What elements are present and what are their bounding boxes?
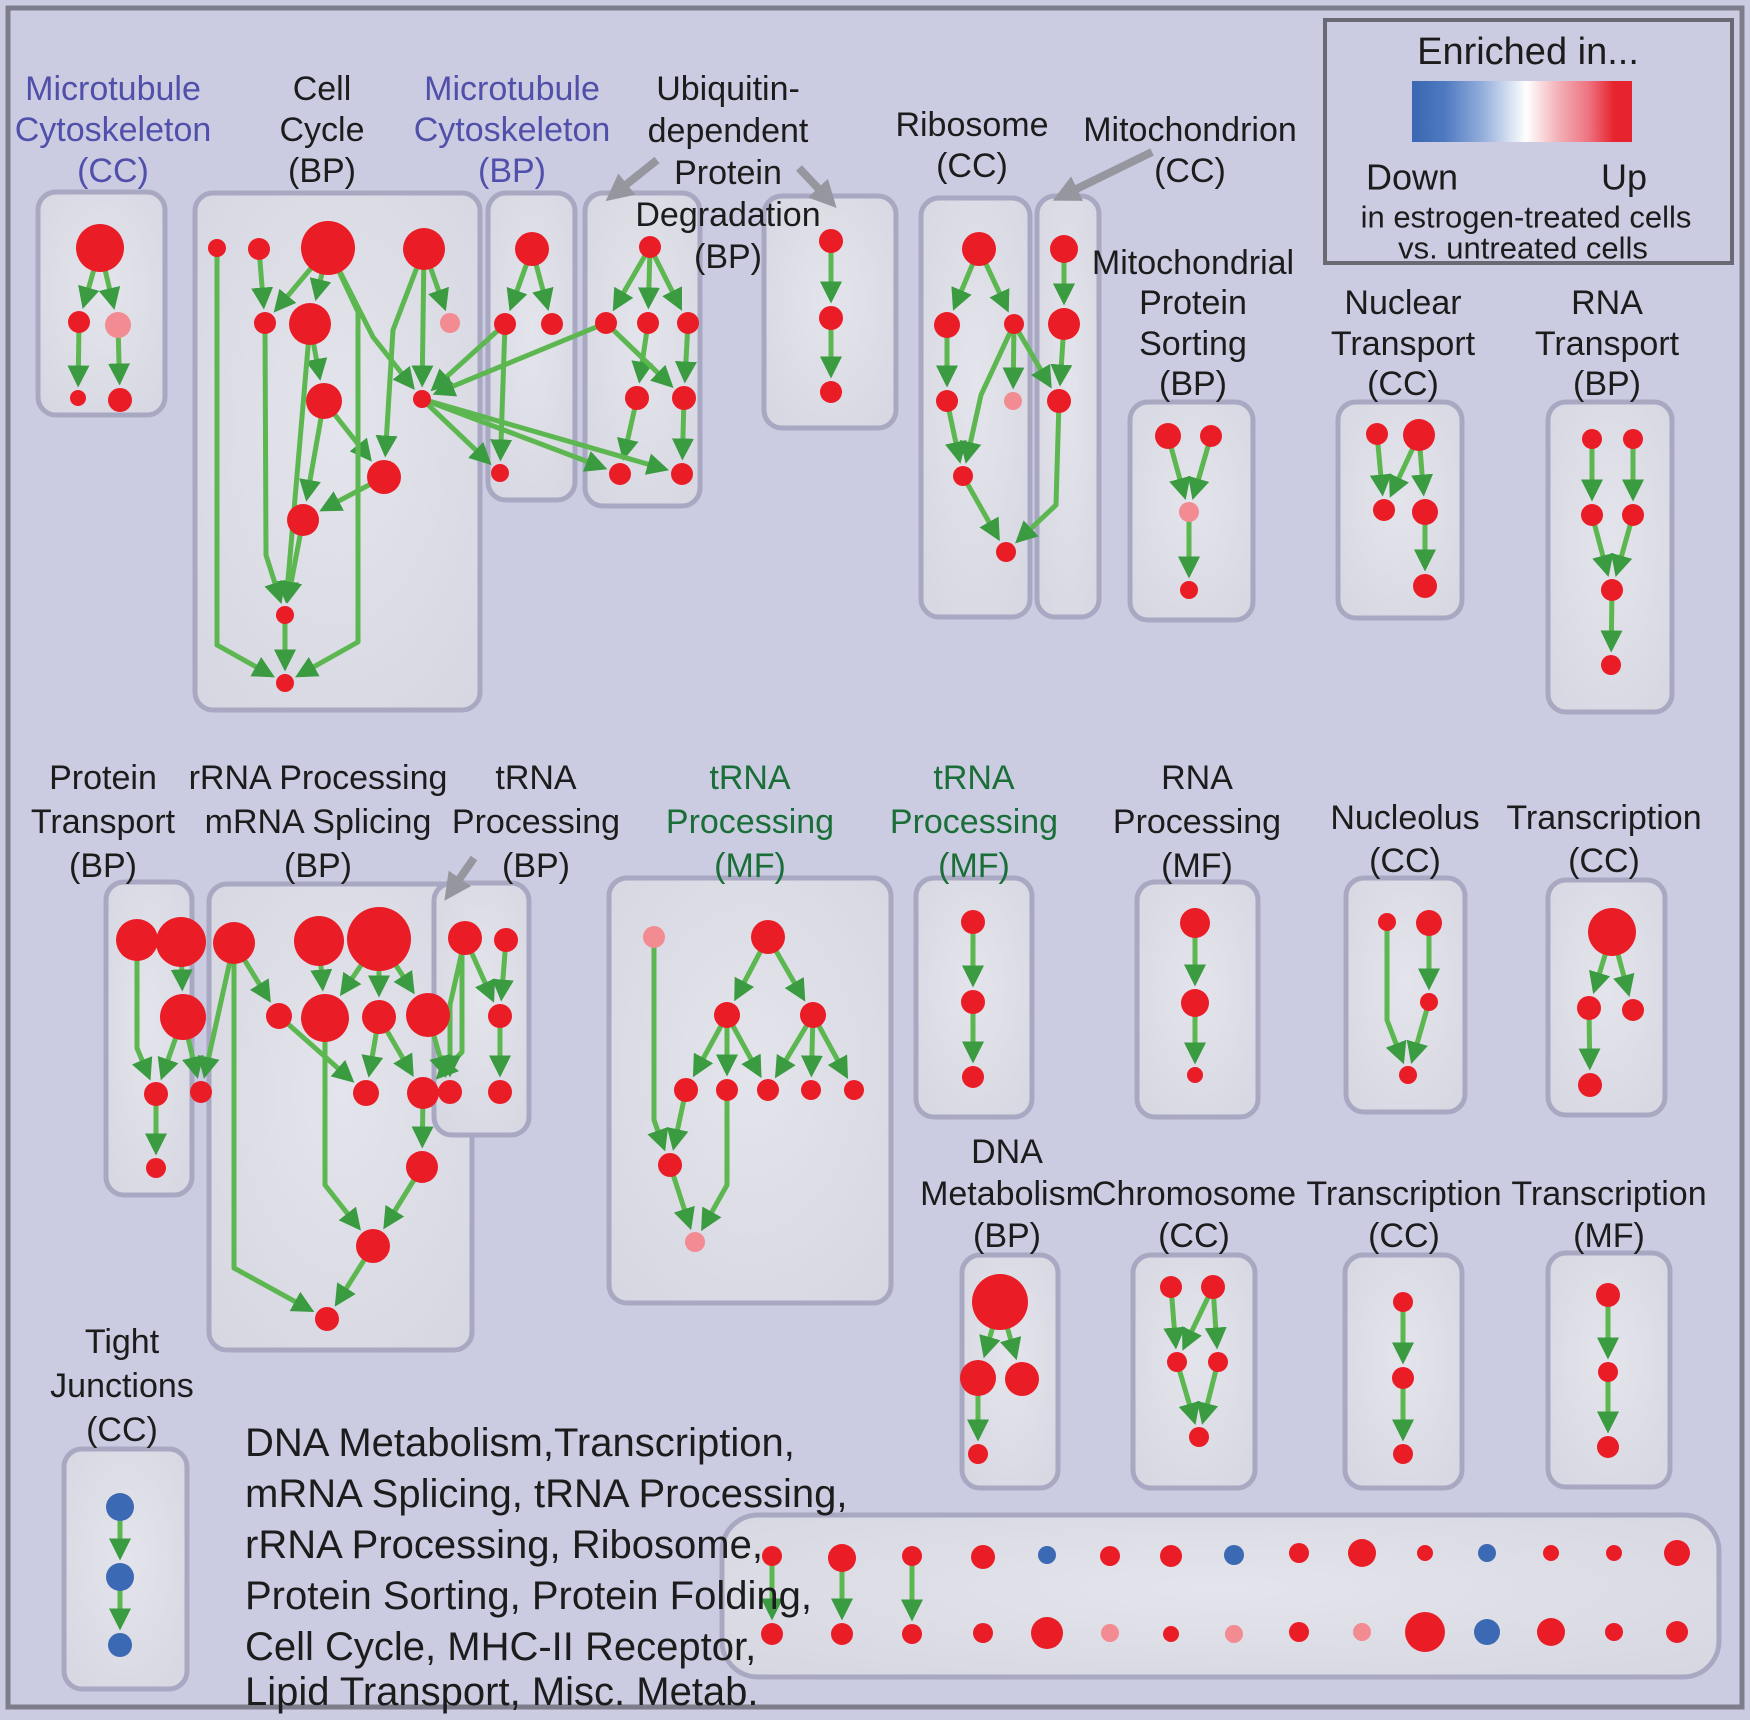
legend-title: Enriched in... bbox=[1417, 31, 1639, 73]
cluster-label-transcription-mf: (MF) bbox=[1573, 1217, 1645, 1255]
cluster-label-trna-processing-bp: Processing bbox=[451, 803, 621, 841]
cluster-label-mitochondrion-cc: Mitochondrion bbox=[1083, 111, 1297, 149]
go-term-node-red bbox=[1623, 429, 1643, 449]
go-term-node-red bbox=[625, 386, 649, 410]
cluster-label-trna-processing-mf-1: tRNA bbox=[709, 759, 791, 797]
go-term-node-red bbox=[494, 928, 518, 952]
go-term-node-red bbox=[761, 1623, 783, 1645]
go-term-node-red bbox=[1167, 1352, 1187, 1372]
cluster-label-microtubule-cytoskeleton-cc: Cytoskeleton bbox=[14, 111, 212, 149]
cluster-label-mitochondrial-protein-sorting-bp: Mitochondrial bbox=[1091, 244, 1295, 282]
go-term-node-red bbox=[403, 228, 445, 270]
go-term-node-red bbox=[1413, 574, 1437, 598]
go-term-node-red bbox=[671, 463, 693, 485]
go-term-node-red bbox=[1622, 999, 1644, 1021]
cluster-box-nuclear-transport-cc bbox=[1338, 402, 1462, 618]
cluster-label-tight-junctions-cc: (CC) bbox=[86, 1411, 158, 1449]
go-term-node-pink bbox=[1101, 1624, 1119, 1642]
cluster-label-tight-junctions-cc: Junctions bbox=[50, 1367, 194, 1405]
cluster-label-trna-processing-mf-2: Processing bbox=[889, 803, 1059, 841]
cluster-label-ribosome-cc: Ribosome bbox=[895, 106, 1049, 144]
go-term-node-pink bbox=[105, 312, 131, 338]
go-term-node-pink bbox=[1225, 1625, 1243, 1643]
go-term-node-red bbox=[962, 232, 996, 266]
go-term-node-red bbox=[1160, 1545, 1182, 1567]
cluster-label-trna-processing-mf-2: (MF) bbox=[938, 847, 1010, 885]
cluster-label-trna-processing-mf-1: (MF) bbox=[714, 847, 786, 885]
go-term-node-red bbox=[144, 1082, 168, 1106]
go-term-node-red bbox=[751, 920, 785, 954]
cluster-label-trna-processing-mf-2: tRNA bbox=[933, 759, 1015, 797]
go-term-node-red bbox=[1050, 235, 1078, 263]
go-term-node-red bbox=[674, 1078, 698, 1102]
misc-categories-text: mRNA Splicing, tRNA Processing, bbox=[245, 1472, 848, 1516]
cluster-label-protein-transport-bp: Transport bbox=[30, 803, 176, 841]
go-term-node-red bbox=[294, 916, 344, 966]
go-term-node-red bbox=[1596, 1283, 1620, 1307]
go-term-node-red bbox=[1289, 1543, 1309, 1563]
go-term-node-red bbox=[254, 312, 276, 334]
cluster-label-ubiquitin-dependent-protein-degradation-bp: Degradation bbox=[635, 196, 821, 234]
go-term-node-red bbox=[1189, 1427, 1209, 1447]
go-term-node-red bbox=[1601, 579, 1623, 601]
legend-gradient-bar bbox=[1412, 81, 1632, 142]
go-term-node-blue bbox=[106, 1493, 134, 1521]
go-term-node-red bbox=[1100, 1546, 1120, 1566]
go-term-node-red bbox=[362, 1000, 396, 1034]
cluster-label-cell-cycle-bp: Cell bbox=[292, 70, 352, 108]
go-term-node-red bbox=[108, 388, 132, 412]
go-term-node-red bbox=[1373, 499, 1395, 521]
go-term-node-red bbox=[1605, 1623, 1623, 1641]
cluster-label-nuclear-transport-cc: Transport bbox=[1330, 325, 1476, 363]
go-term-node-red bbox=[1598, 1362, 1618, 1382]
go-term-node-blue bbox=[108, 1633, 132, 1657]
go-term-node-red bbox=[413, 390, 431, 408]
go-term-node-red bbox=[1588, 908, 1636, 956]
go-term-node-red bbox=[1187, 1067, 1203, 1083]
go-term-node-red bbox=[1420, 993, 1438, 1011]
cluster-label-chromosome-cc: (CC) bbox=[1158, 1217, 1230, 1255]
go-term-node-red bbox=[68, 311, 90, 333]
legend-subtitle-1: in estrogen-treated cells bbox=[1360, 199, 1692, 235]
go-term-node-blue bbox=[106, 1563, 134, 1591]
cluster-label-microtubule-cytoskeleton-bp: (BP) bbox=[478, 152, 546, 190]
go-term-node-red bbox=[213, 922, 255, 964]
go-term-node-red bbox=[973, 1623, 993, 1643]
go-term-node-pink bbox=[685, 1232, 705, 1252]
cluster-label-trna-processing-mf-1: Processing bbox=[665, 803, 835, 841]
cluster-label-dna-metabolism-bp: Metabolism bbox=[920, 1175, 1094, 1213]
cluster-label-microtubule-cytoskeleton-bp: Cytoskeleton bbox=[413, 111, 611, 149]
go-term-node-red bbox=[1004, 314, 1024, 334]
go-term-node-red bbox=[1180, 908, 1210, 938]
go-term-node-red bbox=[356, 1229, 390, 1263]
go-term-node-red bbox=[146, 1158, 166, 1178]
go-term-node-red bbox=[488, 1004, 512, 1028]
go-term-node-blue bbox=[1224, 1545, 1244, 1565]
go-term-node-red bbox=[801, 1080, 821, 1100]
go-term-node-red bbox=[1537, 1618, 1565, 1646]
go-term-node-red bbox=[287, 504, 319, 536]
go-term-node-red bbox=[1208, 1352, 1228, 1372]
legend-up-label: Up bbox=[1600, 156, 1648, 198]
go-term-node-red bbox=[800, 1002, 826, 1028]
cluster-label-microtubule-cytoskeleton-cc: (CC) bbox=[77, 152, 149, 190]
cluster-label-rna-transport-bp: (BP) bbox=[1573, 365, 1641, 403]
go-term-node-red bbox=[76, 224, 124, 272]
go-term-node-red bbox=[1366, 423, 1388, 445]
go-term-node-red bbox=[1200, 425, 1222, 447]
go-term-node-red bbox=[961, 910, 985, 934]
go-term-node-red bbox=[301, 221, 355, 275]
go-term-node-pink bbox=[643, 926, 665, 948]
go-term-node-red bbox=[367, 460, 401, 494]
go-term-node-red bbox=[306, 383, 342, 419]
misc-categories-text: Cell Cycle, MHC-II Receptor, bbox=[245, 1625, 757, 1669]
cluster-label-cell-cycle-bp: (BP) bbox=[288, 152, 356, 190]
go-term-node-red bbox=[1405, 1612, 1445, 1652]
cluster-label-transcription-cc-2: Transcription bbox=[1306, 1175, 1502, 1213]
go-term-node-red bbox=[639, 236, 661, 258]
cluster-label-trna-processing-bp: tRNA bbox=[495, 759, 577, 797]
cluster-label-rna-transport-bp: Transport bbox=[1534, 325, 1680, 363]
go-term-node-red bbox=[961, 990, 985, 1014]
cluster-label-transcription-cc-2: (CC) bbox=[1368, 1217, 1440, 1255]
go-term-node-red bbox=[716, 1079, 738, 1101]
go-term-node-red bbox=[301, 994, 349, 1042]
go-term-node-red bbox=[1378, 913, 1396, 931]
go-term-node-red bbox=[276, 606, 294, 624]
go-term-node-red bbox=[1005, 1362, 1039, 1396]
misc-categories-text: Protein Sorting, Protein Folding, bbox=[245, 1574, 812, 1618]
cluster-label-trna-processing-bp: (BP) bbox=[502, 847, 570, 885]
cluster-label-ubiquitin-dependent-protein-degradation-bp: Ubiquitin- bbox=[656, 70, 800, 108]
go-term-node-red bbox=[960, 1360, 996, 1396]
go-term-node-red bbox=[934, 312, 960, 338]
cluster-label-dna-metabolism-bp: (BP) bbox=[973, 1217, 1041, 1255]
go-term-node-red bbox=[637, 312, 659, 334]
go-term-node-red bbox=[407, 1077, 439, 1109]
go-term-node-pink bbox=[440, 313, 460, 333]
go-term-node-red bbox=[1047, 389, 1071, 413]
go-term-node-red bbox=[844, 1080, 864, 1100]
go-term-node-red bbox=[70, 390, 86, 406]
go-term-node-red bbox=[1412, 499, 1438, 525]
go-term-node-red bbox=[541, 313, 563, 335]
go-term-node-red bbox=[828, 1544, 856, 1572]
cluster-label-dna-metabolism-bp: DNA bbox=[971, 1133, 1043, 1171]
go-term-node-red bbox=[1403, 419, 1435, 451]
go-term-node-red bbox=[276, 674, 294, 692]
cluster-label-microtubule-cytoskeleton-cc: Microtubule bbox=[25, 70, 201, 108]
go-term-node-red bbox=[1181, 989, 1209, 1017]
cluster-label-transcription-cc: Transcription bbox=[1506, 799, 1702, 837]
go-term-node-red bbox=[448, 921, 482, 955]
misc-categories-text: DNA Metabolism,Transcription, bbox=[245, 1421, 795, 1465]
go-term-node-red bbox=[156, 917, 206, 967]
cluster-label-nuclear-transport-cc: (CC) bbox=[1367, 365, 1439, 403]
go-term-node-red bbox=[1622, 504, 1644, 526]
cluster-box-misc-bottom bbox=[722, 1515, 1719, 1677]
go-term-node-red bbox=[1399, 1066, 1417, 1084]
cluster-label-rrna-processing-mrna-splicing-bp: (BP) bbox=[284, 847, 352, 885]
misc-categories-text: Lipid Transport, Misc. Metab. bbox=[245, 1670, 759, 1714]
go-term-node-red bbox=[1393, 1292, 1413, 1312]
cluster-label-tight-junctions-cc: Tight bbox=[84, 1323, 160, 1361]
cluster-label-microtubule-cytoskeleton-bp: Microtubule bbox=[424, 70, 600, 108]
cluster-label-protein-transport-bp: Protein bbox=[49, 759, 157, 797]
go-term-node-red bbox=[438, 1080, 462, 1104]
cluster-label-rna-processing-mf: RNA bbox=[1161, 759, 1233, 797]
go-term-node-red bbox=[406, 1151, 438, 1183]
go-term-node-red bbox=[1348, 1539, 1376, 1567]
go-term-node-red bbox=[757, 1079, 779, 1101]
go-term-node-red bbox=[762, 1546, 782, 1566]
go-term-node-red bbox=[658, 1153, 682, 1177]
go-term-node-red bbox=[248, 238, 270, 260]
legend-subtitle-2: vs. untreated cells bbox=[1398, 230, 1648, 266]
cluster-label-rna-processing-mf: Processing bbox=[1112, 803, 1282, 841]
go-term-node-red bbox=[1160, 1276, 1182, 1298]
go-term-node-red bbox=[936, 390, 958, 412]
go-term-node-red bbox=[1666, 1621, 1688, 1643]
go-term-node-red bbox=[266, 1003, 292, 1029]
go-term-node-red bbox=[406, 993, 450, 1037]
cluster-label-rna-processing-mf: (MF) bbox=[1161, 847, 1233, 885]
cluster-label-nucleolus-cc: (CC) bbox=[1369, 842, 1441, 880]
cluster-label-nucleolus-cc: Nucleolus bbox=[1330, 799, 1480, 837]
go-term-node-red bbox=[1163, 1626, 1179, 1642]
go-term-node-blue bbox=[1474, 1619, 1500, 1645]
go-term-node-red bbox=[1392, 1367, 1414, 1389]
go-term-node-red bbox=[968, 1444, 988, 1464]
cluster-label-ubiquitin-dependent-protein-degradation-bp: dependent bbox=[647, 112, 809, 150]
go-term-node-blue bbox=[1038, 1546, 1056, 1564]
go-term-node-red bbox=[953, 466, 973, 486]
legend-down-label: Down bbox=[1365, 156, 1459, 198]
go-term-node-red bbox=[1393, 1444, 1413, 1464]
cluster-box-chromosome-cc bbox=[1133, 1255, 1255, 1488]
cluster-label-protein-transport-bp: (BP) bbox=[69, 847, 137, 885]
go-term-node-red bbox=[353, 1080, 379, 1106]
cluster-label-rna-transport-bp: RNA bbox=[1571, 284, 1643, 322]
go-term-node-red bbox=[1155, 423, 1181, 449]
go-term-node-red bbox=[819, 229, 843, 253]
go-term-node-red bbox=[902, 1624, 922, 1644]
go-term-node-red bbox=[289, 303, 331, 345]
go-term-node-red bbox=[515, 232, 549, 266]
go-term-node-red bbox=[1180, 581, 1198, 599]
go-term-node-red bbox=[819, 306, 843, 330]
go-term-node-red bbox=[1581, 504, 1603, 526]
cluster-label-mitochondrial-protein-sorting-bp: (BP) bbox=[1159, 365, 1227, 403]
cluster-label-mitochondrion-cc: (CC) bbox=[1154, 152, 1226, 190]
go-term-node-red bbox=[1582, 429, 1602, 449]
go-term-node-red bbox=[1664, 1540, 1690, 1566]
go-term-node-red bbox=[494, 313, 516, 335]
cluster-label-ribosome-cc: (CC) bbox=[936, 147, 1008, 185]
go-term-node-red bbox=[1031, 1617, 1063, 1649]
go-term-node-red bbox=[831, 1623, 853, 1645]
go-term-node-red bbox=[347, 907, 411, 971]
go-term-node-red bbox=[962, 1066, 984, 1088]
go-term-node-red bbox=[1601, 655, 1621, 675]
go-term-node-red bbox=[1606, 1545, 1622, 1561]
go-term-node-red bbox=[1578, 1073, 1602, 1097]
cluster-label-rrna-processing-mrna-splicing-bp: rRNA Processing bbox=[188, 759, 448, 797]
cluster-label-mitochondrial-protein-sorting-bp: Sorting bbox=[1139, 325, 1247, 363]
go-term-node-blue bbox=[1478, 1544, 1496, 1562]
cluster-label-nuclear-transport-cc: Nuclear bbox=[1344, 284, 1462, 322]
go-term-node-red bbox=[1597, 1436, 1619, 1458]
go-term-node-red bbox=[488, 1080, 512, 1104]
cluster-label-cell-cycle-bp: Cycle bbox=[279, 111, 365, 149]
go-term-node-pink bbox=[1179, 502, 1199, 522]
go-term-node-red bbox=[971, 1545, 995, 1569]
cluster-label-transcription-cc: (CC) bbox=[1568, 842, 1640, 880]
go-term-node-red bbox=[1416, 910, 1442, 936]
misc-categories-text: rRNA Processing, Ribosome, bbox=[245, 1523, 763, 1567]
go-term-node-red bbox=[1289, 1622, 1309, 1642]
go-term-node-pink bbox=[1004, 392, 1022, 410]
cluster-label-rrna-processing-mrna-splicing-bp: mRNA Splicing bbox=[204, 803, 432, 841]
cluster-label-chromosome-cc: Chromosome bbox=[1091, 1175, 1297, 1213]
go-term-node-red bbox=[1577, 996, 1601, 1020]
go-term-node-red bbox=[677, 312, 699, 334]
go-term-node-red bbox=[116, 919, 158, 961]
go-term-node-red bbox=[902, 1546, 922, 1566]
cluster-label-ubiquitin-dependent-protein-degradation-bp: (BP) bbox=[694, 238, 762, 276]
go-term-node-red bbox=[1543, 1545, 1559, 1561]
go-term-node-red bbox=[160, 994, 206, 1040]
cluster-label-ubiquitin-dependent-protein-degradation-bp: Protein bbox=[674, 154, 782, 192]
go-term-node-red bbox=[1048, 308, 1080, 340]
go-term-node-red bbox=[996, 542, 1016, 562]
go-term-node-red bbox=[820, 381, 842, 403]
cluster-label-mitochondrial-protein-sorting-bp: Protein bbox=[1139, 284, 1247, 322]
go-term-node-red bbox=[714, 1002, 740, 1028]
go-term-node-red bbox=[190, 1081, 212, 1103]
go-term-node-red bbox=[972, 1274, 1028, 1330]
go-term-node-red bbox=[609, 463, 631, 485]
go-term-node-red bbox=[672, 386, 696, 410]
go-term-node-red bbox=[315, 1307, 339, 1331]
go-term-node-red bbox=[1417, 1545, 1433, 1561]
go-term-node-red bbox=[1201, 1275, 1225, 1299]
go-term-node-red bbox=[208, 239, 226, 257]
go-term-node-red bbox=[491, 464, 509, 482]
go-term-node-red bbox=[595, 312, 617, 334]
cluster-label-transcription-mf: Transcription bbox=[1511, 1175, 1707, 1213]
go-term-node-pink bbox=[1353, 1623, 1371, 1641]
